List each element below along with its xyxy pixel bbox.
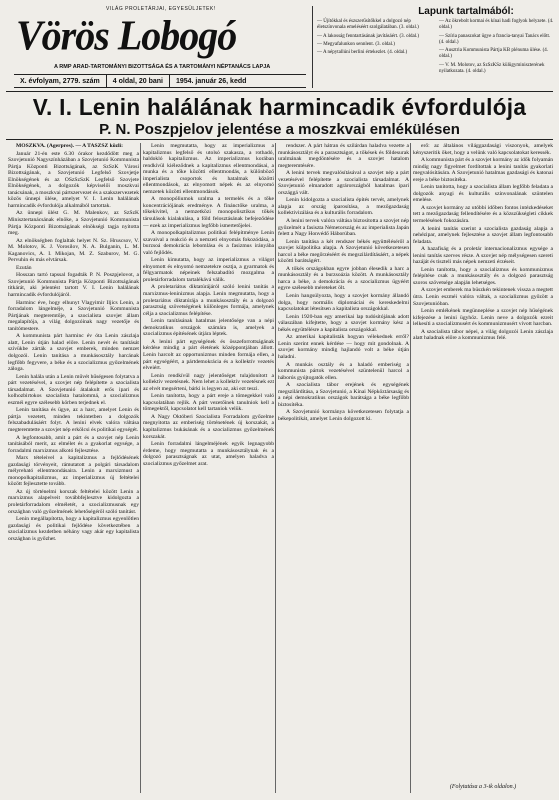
- article-paragraph: Lenin halála után a Lenin művét hűségesen folytatva a párt vezetésével, a szovjet nép felépítette a szocialista társadalmat. A Szovjetunió átalakult erős ipari és kolhozbirtokos szocialista hatalommá, a szocializmus eszméi egyre szélesebb körben terjednek el.: [8, 373, 139, 406]
- column-divider: [410, 143, 411, 793]
- article-paragraph: erő: az általános világgazdasági viszonyok, amelyek kényszerítik őket, hogy a velünk való kapcsolatokat keressék.: [413, 143, 553, 156]
- contents-item[interactable]: — V. M. Molotov, az SzSzKSz külügyminiszterének nyilatkozata. (4. oldal.): [439, 62, 545, 75]
- article-paragraph: Lenin rendkívül nagy jelentőséget tulajdonított a kollektív vezetésnek. Nem lehet a kollektív vezetésnek ezt az elvét megsérteni, bárki is legyen az, aki ezt teszi.: [143, 372, 274, 392]
- article-paragraph: Lenin tanítása a két rendszer békés együttéléséről a szovjet külpolitika alapja. A Szovjetunió következetesen harcol a béke megőrzéséért és megszilárdításáért, a népek közötti barátságért.: [278, 238, 409, 265]
- divider: [6, 91, 553, 92]
- issue-info-bar: [14, 74, 306, 88]
- contents-item[interactable]: — Ausztria Kommunista Pártja KB plénuma ülése. (4. oldal.): [439, 48, 549, 60]
- article-paragraph: A lenini párt egységének és összeforrottságának kérdése mindig a párt életének középpontjában állott. Lenin harcolt az opportunizmus minden formája ellen, a párt egységéért, a pártdemokrácia és a kollektív vezetés elveiért.: [143, 338, 274, 372]
- masthead: [6, 6, 306, 92]
- article-paragraph: A lenini tervek valóra váltása biztosította a szovjet nép győzelmét a fasiszta Németország és az imperialista Japán felett a Nagy Honvédő Háborúban.: [278, 218, 409, 238]
- article-paragraph: Lenin kimutatta, hogy az imperializmus a világot elnyomott és elnyomó nemzetekre osztja, a gyarmatok és félgyarmatok népeinek felszabadító mozgalma a proletárforradalom tartalékává válik.: [143, 257, 274, 283]
- continued-note: (Folytatása a 3-ik oldalon.): [449, 784, 517, 790]
- contents-item[interactable]: — A lakosság fenntartásának javításáért. (3. oldal.): [317, 33, 420, 39]
- article-paragraph: Az új történelmi korszak feltételei között Lenin a marxizmus alapelveit továbbfejlesztve kidolgozta a proletárforradalom elméletét, a szocializmusnak egy országban való győzelmének lehetőségéről szóló tanítást.: [8, 488, 139, 515]
- article-paragraph: Az amerikai kapitalisták hogyan vélekednek erről? Lenin szerint ennek kérdése — hogy mit gondolnak. A szovjet kormány mindig hajlandó volt a béke útján haladni.: [278, 334, 409, 360]
- contents-right: [439, 19, 555, 77]
- article-paragraph: Lenin tanításának hatalmas jelentősége van a népi demokratikus országok számára is, amelyek a szocializmus építésének útjára léptek.: [143, 318, 274, 338]
- contents-item[interactable]: — Megyafalunkon sennlent. (3. oldal.): [317, 41, 395, 47]
- article-paragraph: Lenin tanította, hogy a szocializmus és kommunizmus felépítése csak a munkásosztály és a dolgozó parasztság szoros szövetsége alapján lehetséges.: [413, 266, 553, 286]
- article-paragraph: Lenin emlékének megünneplése a szovjet nép hűségének kifejezése a lenini ügyhöz. Lenin neve a dolgozók ezreit lelkesíti a szocializmusért és kommunizmusért vívott harcban.: [413, 308, 553, 328]
- article-paragraph: rendszer. A párt hátran és szilárdan haladva vezette a munkásosztályt és a parasztságot, a tőkések és földesurak uralmának megdöntésére és a szovjet hatalom megteremtésére.: [278, 143, 409, 169]
- divider: [6, 139, 553, 140]
- article-column-2: [143, 143, 274, 793]
- article-paragraph: A monopolkapitalizmus politikai felépítménye Lenin szavaival a reakció és a nemzeti elnyomás fokozódása, a burzsoá demokrácia lebomlása és a fasizmus irányába való fejlődés.: [143, 230, 274, 256]
- issue-date: 1954. január 26, kedd: [175, 77, 247, 85]
- article-paragraph: Lenin 1920-ban egy amerikai lap tudósítójának adott válaszában kifejtette, hogy a szovjet kormány kész a békés együttélésre a kapitalista országokkal.: [278, 313, 409, 333]
- article-paragraph: A tőkés országokban egyre jobban élesedik a harc a munkásosztály és a burzsoázia között. A munkásosztály harca a béke, a demokrácia és a szocializmus ügyéért egyre szélesebb méreteket ölt.: [278, 265, 409, 292]
- article-paragraph: A szocialista tábor népei, a világ dolgozói Lenin zászlaja alatt haladnak előre a kommunizmus felé.: [413, 328, 553, 342]
- article-paragraph: A proletariátus diktatúrájáról szóló lenini tanítás a marxizmus-leninizmus alapja. Lenin megmutatta, hogy a proletariátus diktatúrája a munkásosztály és a dolgozó parasztság szövetségének különleges formája, amelynek célja a szocializmus felépítése.: [143, 284, 274, 317]
- article-paragraph: A monopóliumok uralma a termelés és a tőke koncentrációjának eredménye. A finánctőke uralma, a tőkekivitel, a nemzetközi monopolisztikus tőkés társulások kialakulása, a föld felosztásának befejeződése — ezek az imperializmus legfőbb ismertetőjelei.: [143, 196, 274, 229]
- article-paragraph: Lenin hangsúlyozta, hogy a szovjet kormány állandó dolga, hogy normális diplomáciai és kereskedelmi kapcsolatokat létesítsen a kapitalista országokkal.: [278, 293, 409, 313]
- article-paragraph: Január 21-én este 6.30 órakor kezdődött meg a Szovjetunió Nagyszínházában a Szovjetunió Kommunista Pártja Központi Bizottságának, az SzSzK Városi Bizottságának, a Szovjetunió Legfelső Szovjetje Elnökségének és az OSzSzSzK Legfelső Szovjete Elnökségének, a dolgozók képviselői moszkvai tanácsának, a moszkvai pártszervezet és a szakszervezetek közös ünnepi ülése, amelyet V. I. Lenin halálának harmincadik évfordulója alkalmából tartottak.: [8, 150, 139, 209]
- article-paragraph: Ezután: [16, 264, 32, 271]
- issue-year: X. évfolyam, 2779. szám: [20, 77, 100, 85]
- article-paragraph: A lenini tanítás szerint a szocialista gazdaság alapja a nehézipar, amelynek fejlesztése a szovjet állam legfontosabb feladata.: [413, 225, 553, 245]
- column-divider: [275, 143, 276, 793]
- article-paragraph: A kommunista párt harminc év óta Lenin zászlaja alatt, Lenin útján halad előre. Lenin nevét és tanítását szívükbe zárták a szovjet emberek, minden nemzet dolgozói. Lenin tanítása a munkásosztály harcának legfőbb fegyvere, a béke és a szocializmus győzelmének záloga.: [8, 333, 139, 373]
- article-paragraph: Lenin megállapította, hogy a kapitalizmus egyenlőtlen gazdasági és politikai fejlődése következtében a szocializmus kezdetben néhány vagy akár egy kapitalista országban is győzhet.: [8, 516, 139, 542]
- article-paragraph: Lenin tanította, hogy a párt ereje a tömegekkel való kapcsolatában rejlik. A párt vezetőinek tanulniok kell a tömegektől, kapcsolatot kell tartaniok velük.: [143, 393, 274, 413]
- article-column-4: [413, 143, 553, 779]
- contents-item[interactable]: — Szíria panaszokat ügye a francia-tanyai Tanács előtt. (4. oldal.): [439, 33, 551, 45]
- article-paragraph: A szocialista tábor erejének és egységének megszilárdítása, a Szovjetunió, a Kínai Népköztársaság és a népi demokratikus országok barátsága a béke legfőbb biztosítéka.: [278, 382, 409, 408]
- article-paragraph: Az elnökségben foglaltak helyet N. Sz. Hruscsov, V. M. Molotov, K. J. Vorosilov, N. A. Bulganin, L. M. Kaganovics, A. I. Mikojan, M. Z. Szaburov, M. G. Pervuhin és más elvtársak.: [8, 237, 139, 264]
- article-paragraph: A szovjet emberek ma büszkén tekintenek vissza a megtett útra. Lenin eszméi valóra váltak, a szocializmus győzött a Szovjetunióban.: [413, 287, 553, 307]
- contents-item[interactable]: — Az ökrebolt kormai és kínai hadi foglyok helyzete. (4. oldal.): [439, 19, 554, 31]
- article-column-3: [278, 143, 409, 793]
- issue-pages: 4 oldal, 20 bani: [112, 77, 163, 85]
- masthead-subtitle: A RMP ARAD-TARTOMÁNYI BIZOTTSÁGA ÉS A TARTOMÁNYI NÉPTANÁCS LAPJA: [54, 64, 271, 70]
- subheadline: P. N. Poszpjelov jelentése a moszkvai emlékülésen: [99, 121, 460, 138]
- column-divider: [140, 143, 141, 793]
- article-paragraph: Lenin megmutatta, hogy az imperializmus a kapitalizmus legfelső és utolsó szakasza, a rothadó, haldokló kapitalizmus. Az imperializmus korában rendkívül kiéleződnek a kapitalizmus ellentmondásai, a munka és a tőke közötti ellentmondás, a különböző imperialista csoportok és hatalmak közötti ellentmondások, az elnyomott népek és az elnyomó nemzetek közötti ellentmondások.: [143, 143, 274, 195]
- article-paragraph: Hosszan tartó tapssal fogadták P. N. Poszpjelovot, a Szovjetunió Kommunista Pártja Központi Bizottságának titkárát, aki jelentést tartott V. I. Lenin halálának harmincadik évfordulójáról.: [8, 272, 139, 299]
- article-paragraph: A Nagy Októberi Szocialista Forradalom győzelme megnyitotta az emberiség történetének új korszakát, a kapitalizmus bukásának és a szocializmus győzelmének korszakát.: [143, 413, 274, 440]
- article-paragraph: Lenin tanította, hogy a szocialista állam legfőbb feladata a dolgozók anyagi és kulturális színvonalának szüntelen emelése.: [413, 184, 553, 204]
- article-paragraph: A kommunista párt és a szovjet kormány az idők folyamán mindig nagy figyelmet fordítottak a lenini tanítás gyakorlati megvalósítására. A Szovjetunió hatalmas gazdasági és katonai ereje a béke biztosítéka.: [413, 157, 553, 183]
- masthead-motto: VILÁG PROLETÁRJAI, EGYESÜLJETEK!: [106, 6, 216, 12]
- contents-box: [312, 6, 555, 88]
- article-paragraph: Lenin kidolgozta a szocialista építés tervét, amelynek alapja az ország iparosítása, a mezőgazdaság kollektivizálása és a kulturális forradalom.: [278, 197, 409, 217]
- contents-item[interactable]: — Újítókkal és észszerűsítőkkel a dolgozó nép életszínvonala emeléséért szolgálatában. (3. oldal.): [317, 19, 419, 31]
- article-paragraph: Marx tételeivel a kapitalizmus a fejlődésének gazdasági törvényeit, rámutatott a polgári társadalom mélyreható ellentmondásaira. Lenin a marxizmust a monopolkapitalizmus, az imperializmus új feltételei között fejlesztette tovább.: [8, 455, 139, 488]
- headline: V. I. Lenin halálának harmincadik évfordulója: [32, 94, 527, 120]
- contents-item[interactable]: — A népytallúni berlini értekezlet. (4. oldal.): [317, 50, 408, 56]
- article-paragraph: MOSZKVA. (Agerpres). — A TASZSZ közli:: [16, 143, 123, 149]
- article-paragraph: Lenin tanítása és ügye, az a harc, amelyet Lenin és pártja vezetett, minden tekintetben a dolgozók felszabadulásáért folyt. A lenini elvek valóra váltása megteremtette a szovjet nép erkölcsi és politikai egységét.: [8, 407, 139, 433]
- article-paragraph: Lenin forradalmi lángelméjének egyik legnagyobb érdeme, hogy megmutatta a munkásosztálynak és a dolgozó parasztságnak az utat, amelyen haladva a szocializmus győzelmet arat.: [143, 441, 274, 467]
- article-paragraph: Harminc éve, hogy elhunyt Vlagyimir Iljics Lenin, a forradalom lángelméje, a Szovjetunió Kommunista Pártjának megteremtője, a szocialista szovjet állam megalapítója, a világ dolgozóinak nagy vezetője és tanítómestere.: [8, 299, 139, 332]
- article-paragraph: A hazafiság és a proletár internacionalizmus egysége a lenini tanítás szerves része. A szovjet nép mélységesen szereti hazáját és tiszteli más népek nemzeti érzéseit.: [413, 246, 553, 266]
- article-paragraph: A lenini tervek megvalósításával a szovjet nép a párt vezetésével felépítette a szocialista társadalmat. A Szovjetunió elmaradott agrárországból hatalmas ipari országgá vált.: [278, 170, 409, 196]
- article-paragraph: A legfontosabb, amit a párt és a szovjet nép Lenin tanításából merít, az elmélet és a gyakorlat egysége, a forradalmi marxizmus alkotó fejlesztése.: [8, 434, 139, 454]
- article-paragraph: A szovjet kormány az utóbbi időben fontos intézkedéseket tett a mezőgazdaság fellendítésére és a közszükségleti cikkek termelésének fokozására.: [413, 204, 553, 225]
- contents-title: Lapunk tartalmából:: [418, 6, 514, 17]
- article-paragraph: A munkás osztály és a haladó emberiség a kommunista pártok vezetésével szüntelenül harcol a háborús gyújtogatók ellen.: [278, 361, 409, 381]
- article-column-1: [8, 143, 139, 793]
- article-paragraph: A Szovjetunió kormánya következetesen folytatja a békepolitikát, amelyet Lenin dolgozott ki.: [278, 409, 409, 422]
- contents-left: [317, 19, 433, 77]
- article-paragraph: Az ünnepi ülést G. M. Malenkov, az SzSzK Minisztertanácsának elnöke, a Szovjetunió Kommunista Pártja Központi Bizottságának elnökségi tagja nyitotta meg.: [8, 210, 139, 237]
- newspaper-logo: Vörös Lobogó: [16, 11, 237, 60]
